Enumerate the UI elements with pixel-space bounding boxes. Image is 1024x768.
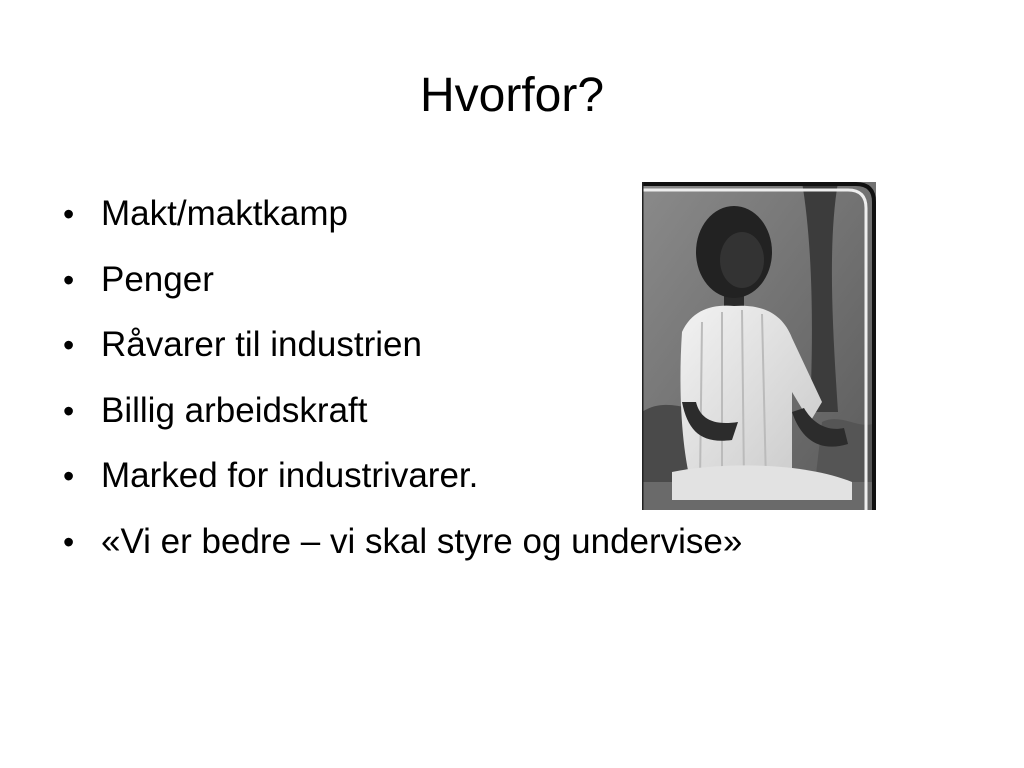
bullet-item — [58, 448, 742, 514]
bullet-item — [58, 514, 742, 580]
bullet-item — [58, 186, 742, 252]
bullet-text: Marked for industrivarer. — [101, 456, 479, 495]
bullet-item — [58, 317, 742, 383]
bullet-icon: • — [63, 261, 75, 298]
bullet-item — [58, 383, 742, 449]
bullet-icon: • — [63, 458, 75, 494]
photo-illustration — [642, 182, 876, 510]
bullet-icon: • — [63, 196, 75, 232]
bullet-text: Penger — [101, 259, 214, 299]
bullet-icon: • — [63, 392, 75, 429]
bullet-icon: • — [63, 523, 75, 560]
slide-title: Hvorfor? — [419, 69, 605, 122]
bullet-text: Makt/maktkamp — [101, 194, 348, 233]
boy-photo-image — [642, 182, 876, 510]
bullet-icon: • — [63, 327, 75, 363]
bullet-item — [58, 252, 742, 318]
bullet-text: Billig arbeidskraft — [101, 390, 368, 430]
bullet-text: «Vi er bedre – vi skal styre og undervise» — [101, 521, 743, 561]
bullet-text: Råvarer til industrien — [101, 325, 422, 364]
bullet-list — [58, 186, 742, 579]
